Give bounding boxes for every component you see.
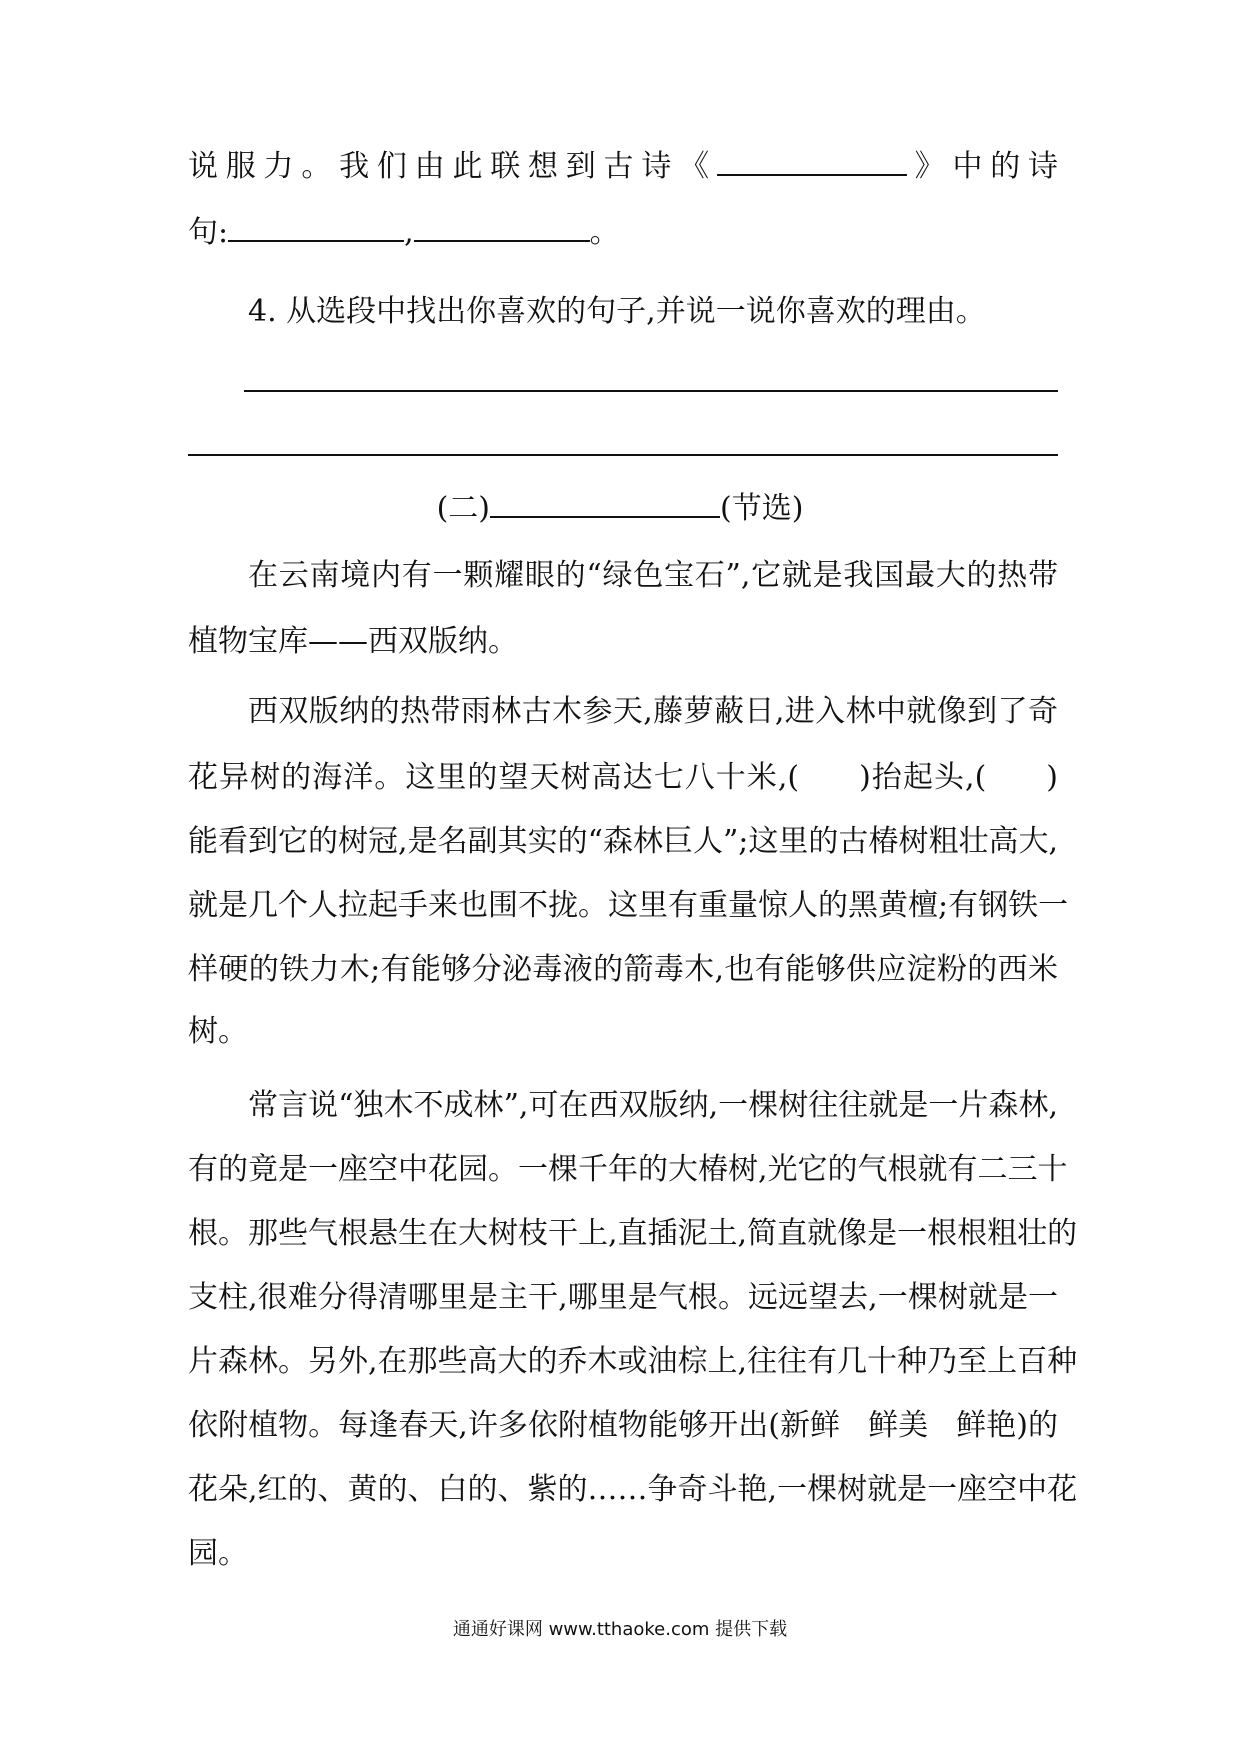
- verse-blank-1[interactable]: [228, 210, 404, 242]
- q3-verse-sep: ,: [404, 215, 414, 250]
- p3-line-6-text-c: 鲜艳)的: [956, 1408, 1058, 1443]
- passage-p2-line-1: 西双版纳的热带雨林古木参天,藤萝蔽日,进入林中就像到了奇: [248, 694, 1058, 729]
- q3-line-2: [188, 210, 1058, 253]
- q3-text-b: 》中的诗: [906, 149, 1059, 184]
- passage-p2-line-5: 样硬的铁力木;有能够分泌毒液的箭毒木,也有能够供应淀粉的西米: [188, 952, 1058, 987]
- verse-blank-2[interactable]: [414, 210, 590, 242]
- passage-p2-line-4: 就是几个人拉起手来也围不拢。这里有重量惊人的黑黄檀;有钢铁一: [188, 888, 1069, 923]
- passage-p3-line-4: 支柱,很难分得清哪里是主干,哪里是气根。远远望去,一棵树就是一: [188, 1280, 1058, 1315]
- passage-p2-line-2: [188, 758, 1058, 798]
- q3-verse-label: 句:: [188, 215, 229, 250]
- p3-line-6-option-b: 鲜美: [868, 1408, 929, 1443]
- p2-line-2-text-c: ): [1046, 760, 1058, 795]
- passage-p2-line-6: 树。: [188, 1014, 248, 1049]
- passage-p3-line-8: 园。: [188, 1536, 248, 1571]
- footer-credit: 通通好课网 www.tthaoke.com 提供下载: [452, 1619, 788, 1640]
- section2-label: (二): [436, 491, 490, 526]
- passage-p3-line-5: 片森林。另外,在那些高大的乔木或油棕上,往往有几十种乃至上百种: [188, 1344, 1078, 1379]
- p2-line-2-text-b: )抬起头,(: [859, 760, 987, 795]
- passage-p1-line-1: 在云南境内有一颗耀眼的“绿色宝石”,它就是我国最大的热带: [248, 558, 1058, 593]
- q3-text-a: 说服力。我们由此联想到古诗《: [188, 149, 717, 184]
- q4-prompt: 4. 从选段中找出你喜欢的句子,并说一说你喜欢的理由。: [248, 294, 986, 329]
- section2-title-blank[interactable]: [490, 486, 720, 518]
- section2-heading: [0, 486, 1240, 529]
- p3-line-6-text-a: 依附植物。每逢春天,许多依附植物能够开出(新鲜: [188, 1408, 841, 1443]
- p2-line-2-text-a: 花异树的海洋。这里的望天树高达七八十米,(: [188, 760, 800, 795]
- passage-p2-line-3: 能看到它的树冠,是名副其实的“森林巨人”;这里的古椿树粗壮高大,: [188, 824, 1058, 859]
- q3-line-1: [188, 144, 1058, 187]
- section2-suffix: (节选): [720, 491, 804, 526]
- passage-p3-line-7: 花朵,红的、黄的、白的、紫的……争奇斗艳,一棵树就是一座空中花: [188, 1472, 1078, 1507]
- passage-p1-line-2: 植物宝库——西双版纳。: [188, 624, 518, 659]
- passage-p3-line-3: 根。那些气根悬生在大树枝干上,直插泥土,简直就像是一根根粗壮的: [188, 1216, 1078, 1251]
- passage-p3-line-6: [188, 1406, 1058, 1446]
- q3-verse-end: 。: [589, 215, 620, 250]
- passage-p3-line-1: 常言说“独木不成林”,可在西双版纳,一棵树往往就是一片森林,: [248, 1088, 1058, 1123]
- passage-p3-line-2: 有的竟是一座空中花园。一棵千年的大椿树,光它的气根就有二三十: [188, 1152, 1068, 1187]
- poem-title-blank[interactable]: [717, 144, 907, 176]
- q4-answer-line-2[interactable]: [188, 454, 1058, 456]
- q4-answer-line-1[interactable]: [244, 390, 1058, 392]
